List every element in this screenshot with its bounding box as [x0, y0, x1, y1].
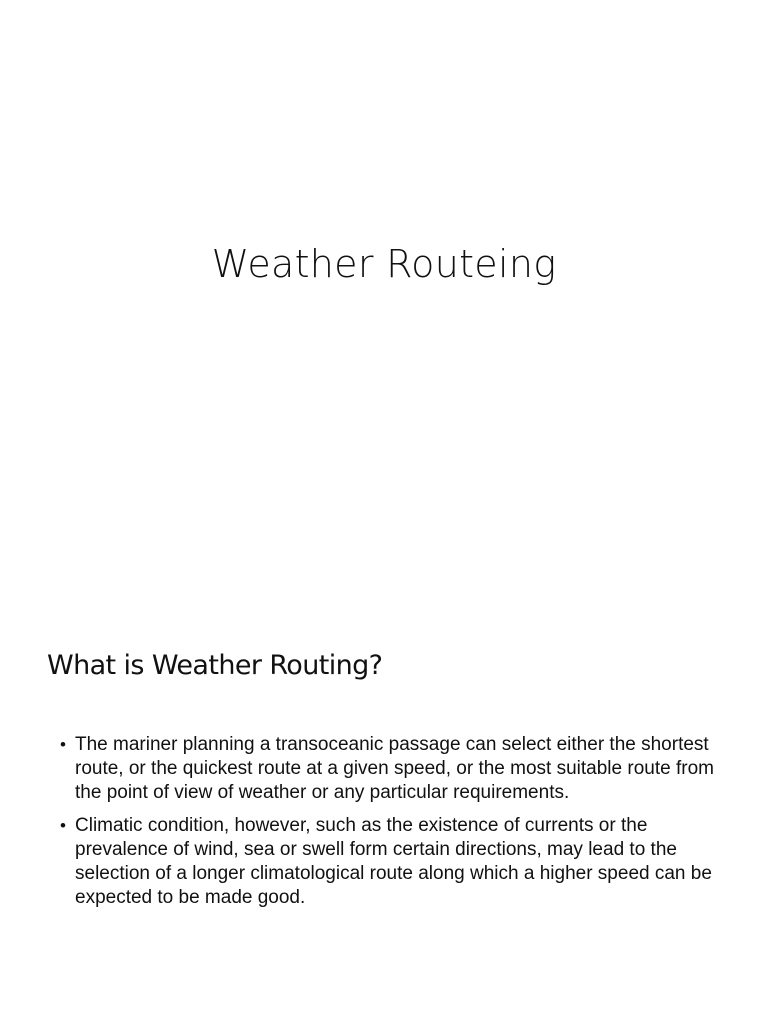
bullet-item	[60, 733, 720, 805]
bullet-icon: •	[60, 816, 66, 835]
slide-title: Weather Routeing	[211, 242, 557, 286]
slide-heading: What is Weather Routing?	[47, 650, 383, 681]
bullet-icon: •	[60, 735, 66, 754]
bullet-text: The mariner planning a transoceanic passage can select either the shortest route, or the quickest route at a given speed, or the most suitable route from the point of view of weather or any particular requirements.	[75, 734, 714, 803]
bullet-item	[60, 814, 720, 910]
bullet-text: Climatic condition, however, such as the existence of currents or the prevalence of wind, sea or swell form certain directions, may lead to the selection of a longer climatological route along which a higher speed can be expected to be made good.	[75, 815, 712, 908]
content-slide	[0, 576, 768, 1024]
bullet-list	[60, 733, 720, 919]
